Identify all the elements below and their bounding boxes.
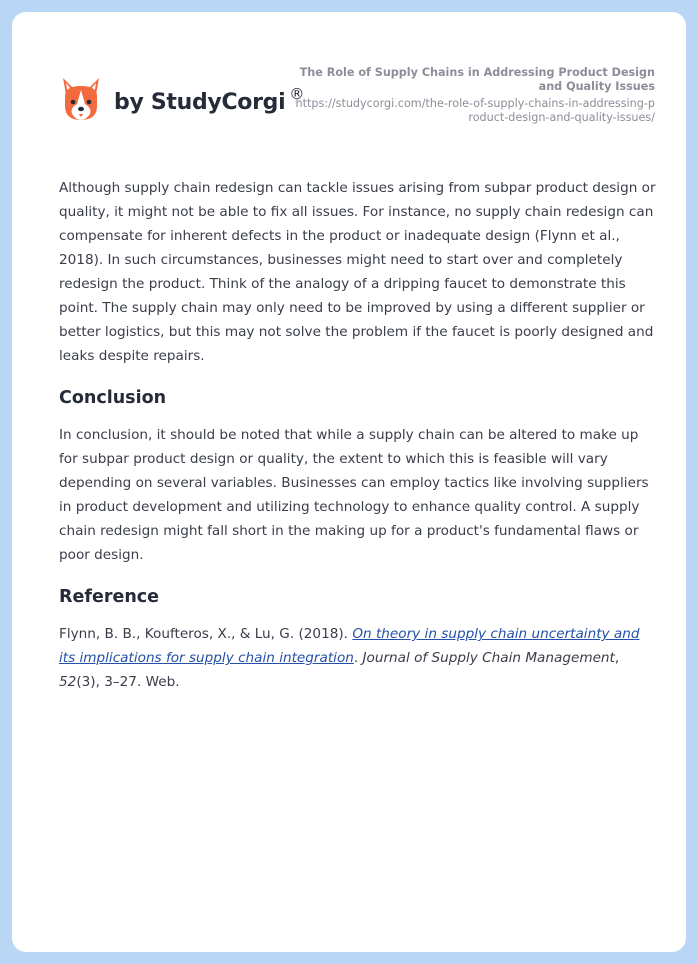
reference-sep: , — [614, 650, 620, 666]
conclusion-paragraph: In conclusion, it should be noted that while a supply chain can be altered to make up for subpar product design or quality, the extent to which this is feasible will vary depending on several variables. Businesses can employ tactics like involving suppliers in product development and utilizing technology to enhance quality control. A supply chain redesign might fall short in the making up for a product's fundamental flaws or poor design. — [59, 427, 649, 563]
brand-name — [114, 84, 305, 115]
reference-title-end: . — [353, 650, 363, 666]
corgi-logo-icon — [60, 76, 102, 124]
reference-rest: (3), 3–27. Web. — [76, 674, 180, 690]
intro-paragraph: Although supply chain redesign can tackle issues arising from subpar product design or quality, it might not be able to fix all issues. For instance, no supply chain redesign can compensate for inherent defects in the product or inadequate design (Flynn et al., 2018). In such circumstances, businesses might need to start over and completely redesign the product. Think of the analogy of a dripping faucet to demonstrate this point. The supply chain may only need to be improved by using a different supplier or better logistics, but this may not solve the problem if the faucet is poorly designed and leaks despite repairs. — [59, 180, 656, 364]
document-page — [12, 12, 686, 952]
conclusion-heading: Conclusion — [59, 388, 167, 408]
document-meta — [295, 66, 655, 124]
reference-title-link[interactable]: On theory in supply chain uncertainty and its implications for supply chain integration — [59, 626, 640, 666]
reference-volume: 52 — [59, 674, 77, 690]
document-body — [59, 176, 659, 694]
reference-heading: Reference — [59, 587, 160, 607]
registered-mark: ® — [289, 84, 305, 103]
reference-entry — [59, 622, 659, 694]
reference-journal: Journal of Supply Chain Management — [362, 650, 615, 666]
reference-authors: Flynn, B. B., Koufteros, X., & Lu, G. (2018). — [59, 626, 353, 642]
document-url[interactable]: https://studycorgi.com/the-role-of-supply-chains-in-addressing-product-design-and-quality-issues/ — [295, 97, 655, 124]
brand-text: by StudyCorgi — [114, 89, 286, 115]
document-title: The Role of Supply Chains in Addressing Product Design and Quality Issues — [299, 66, 655, 93]
studycorgi-logo[interactable] — [60, 76, 304, 124]
